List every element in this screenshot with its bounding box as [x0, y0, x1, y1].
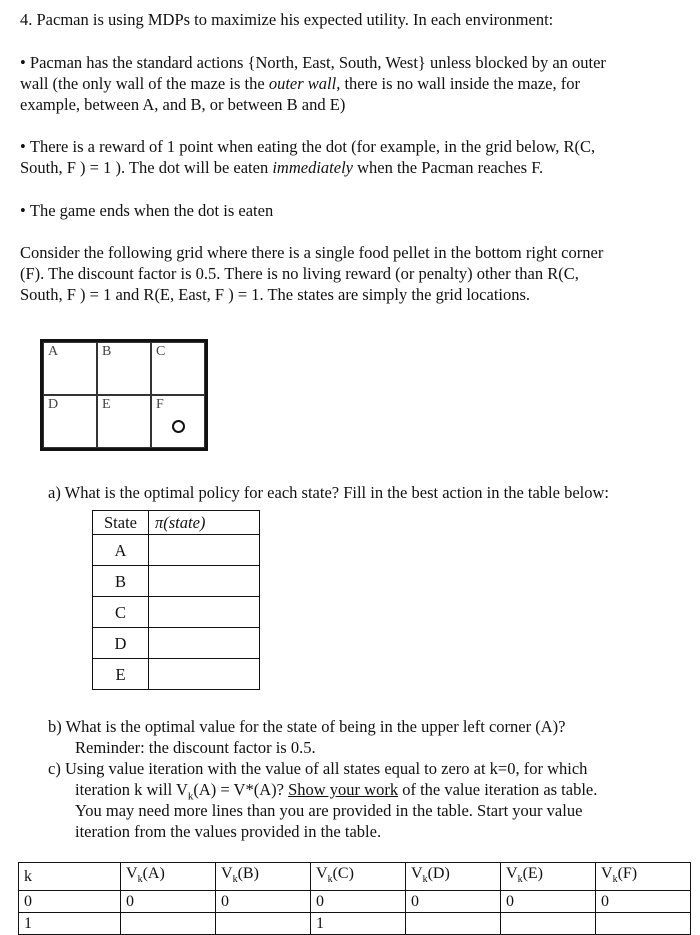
text: (A) = V*(A)? — [193, 780, 289, 799]
policy-header: π(state) — [149, 511, 260, 535]
ve-header: $V_k(E)$ — [501, 863, 596, 891]
state-name: C — [337, 865, 349, 882]
bullet-2 — [20, 136, 595, 157]
bullet-dot: • — [20, 137, 26, 156]
bullet-1-line-1: Pacman has the standard actions {North, East, South, West} unless blocked by an outer — [29, 53, 606, 72]
grid-cell-a — [43, 342, 97, 395]
v-symbol: V — [221, 865, 233, 882]
table-row — [93, 566, 260, 597]
subscript: k — [517, 874, 523, 886]
state-name: E — [527, 865, 538, 882]
text: , there is no wall inside the maze, for — [336, 74, 580, 93]
table-row — [93, 659, 260, 690]
text: wall (the only wall of the maze is the — [20, 74, 269, 93]
part-b-line-2: Reminder: the discount factor is 0.5. — [75, 738, 316, 757]
bullet-1-line-2 — [20, 73, 580, 94]
part-c-line-1: c) Using value iteration with the value of all states equal to zero at k=0, for which — [48, 759, 588, 778]
state-name: D — [432, 865, 445, 882]
part-c-line-4: iteration from the values provided in the table. — [75, 822, 382, 841]
policy-table — [92, 510, 260, 690]
value-cell: 0 — [406, 891, 501, 913]
cell-label: D — [48, 397, 59, 412]
grid-cell-e — [97, 395, 151, 448]
part-b-line-1: b) What is the optimal value for the state of being in the upper left corner (A)? — [48, 717, 566, 736]
state-cell: E — [93, 659, 149, 690]
va-header: $V_k(A)$ — [121, 863, 216, 891]
subscript: k — [422, 874, 428, 886]
text: of the value iteration as table. — [398, 780, 598, 799]
immediately-emphasis: immediately — [272, 158, 353, 177]
outer-wall-emphasis: outer wall — [268, 74, 337, 93]
vf-header: $V_k(F)$ — [596, 863, 691, 891]
bullet-dot: • — [20, 201, 26, 220]
text: when the Pacman reaches F. — [352, 158, 544, 177]
cell-label: C — [156, 344, 166, 359]
state-header: State — [93, 511, 149, 535]
policy-answer-cell[interactable] — [149, 535, 260, 566]
policy-answer-cell[interactable] — [149, 659, 260, 690]
vd-header: $V_k(D)$ — [406, 863, 501, 891]
table-row — [93, 628, 260, 659]
grid-cell-f — [151, 395, 205, 448]
bullet-3 — [20, 200, 273, 221]
table-row — [93, 535, 260, 566]
para-line-1: Consider the following grid where there is a single food pellet in the bottom right corner — [20, 243, 604, 262]
value-cell: 1 — [311, 913, 406, 935]
v-symbol: V — [506, 865, 518, 882]
bullet-1-line-3: example, between A, and B, or between B and E) — [20, 95, 346, 114]
v-symbol: V — [316, 865, 328, 882]
bullet-2-line-1: There is a reward of 1 point when eating the dot (for example, in the grid below, R(C, — [29, 137, 596, 156]
value-cell: 0 — [596, 891, 691, 913]
value-iteration-table — [18, 862, 691, 935]
cell-label: A — [48, 344, 59, 359]
state-cell: D — [93, 628, 149, 659]
v-symbol: V — [601, 865, 613, 882]
policy-header-row — [93, 511, 260, 535]
bullet-dot: • — [20, 53, 26, 72]
bullet-1 — [20, 52, 606, 73]
bullet-2-line-2 — [20, 157, 543, 178]
value-cell[interactable] — [216, 913, 311, 935]
value-cell: 0 — [501, 891, 596, 913]
v-symbol: V — [411, 865, 423, 882]
subscript: k — [187, 790, 194, 803]
bullet-3-text: The game ends when the dot is eaten — [29, 201, 274, 220]
value-cell[interactable] — [121, 913, 216, 935]
vb-header: $V_k(B)$ — [216, 863, 311, 891]
value-cell[interactable] — [406, 913, 501, 935]
state-name: F — [622, 865, 632, 882]
value-cell: 0 — [311, 891, 406, 913]
cell-label: E — [102, 397, 111, 412]
table-row — [19, 913, 691, 935]
part-a-question: a) What is the optimal policy for each state? Fill in the best action in the table below: — [48, 483, 609, 502]
policy-answer-cell[interactable] — [149, 566, 260, 597]
part-c-line-3: You may need more lines than you are provided in the table. Start your value — [75, 801, 583, 820]
show-your-work-emphasis: Show your work — [288, 780, 399, 799]
state-name: A — [147, 865, 160, 882]
cell-label: F — [156, 397, 164, 412]
grid-cell-c — [151, 342, 205, 395]
subscript: k — [232, 874, 238, 886]
policy-answer-cell[interactable] — [149, 628, 260, 659]
policy-answer-cell[interactable] — [149, 597, 260, 628]
state-cell: B — [93, 566, 149, 597]
subscript: k — [612, 874, 618, 886]
food-pellet-icon — [172, 420, 185, 433]
value-cell[interactable] — [596, 913, 691, 935]
value-header-row — [19, 863, 691, 891]
subscript: k — [137, 874, 143, 886]
grid-cell-d — [43, 395, 97, 448]
k-header: k — [19, 863, 121, 891]
value-cell: 0 — [216, 891, 311, 913]
text: iteration k will V — [75, 780, 188, 799]
value-cell[interactable] — [501, 913, 596, 935]
text: South, F ) = 1 ). The dot will be eaten — [20, 158, 273, 177]
subscript: k — [327, 874, 333, 886]
v-symbol: V — [126, 865, 138, 882]
state-cell: C — [93, 597, 149, 628]
vc-header: $V_k(C)$ — [311, 863, 406, 891]
grid-cell-b — [97, 342, 151, 395]
state-name: B — [242, 865, 254, 882]
maze-grid — [40, 339, 208, 451]
table-row — [19, 891, 691, 913]
cell-label: B — [102, 344, 112, 359]
k-cell: 0 — [19, 891, 121, 913]
para-line-2: (F). The discount factor is 0.5. There is no living reward (or penalty) other than R(C, — [20, 264, 579, 283]
value-cell: 0 — [121, 891, 216, 913]
table-row — [93, 597, 260, 628]
question-title: 4. Pacman is using MDPs to maximize his expected utility. In each environment: — [20, 10, 554, 29]
state-cell: A — [93, 535, 149, 566]
k-cell: 1 — [19, 913, 121, 935]
para-line-3: South, F ) = 1 and R(E, East, F ) = 1. The states are simply the grid locations. — [20, 285, 531, 304]
